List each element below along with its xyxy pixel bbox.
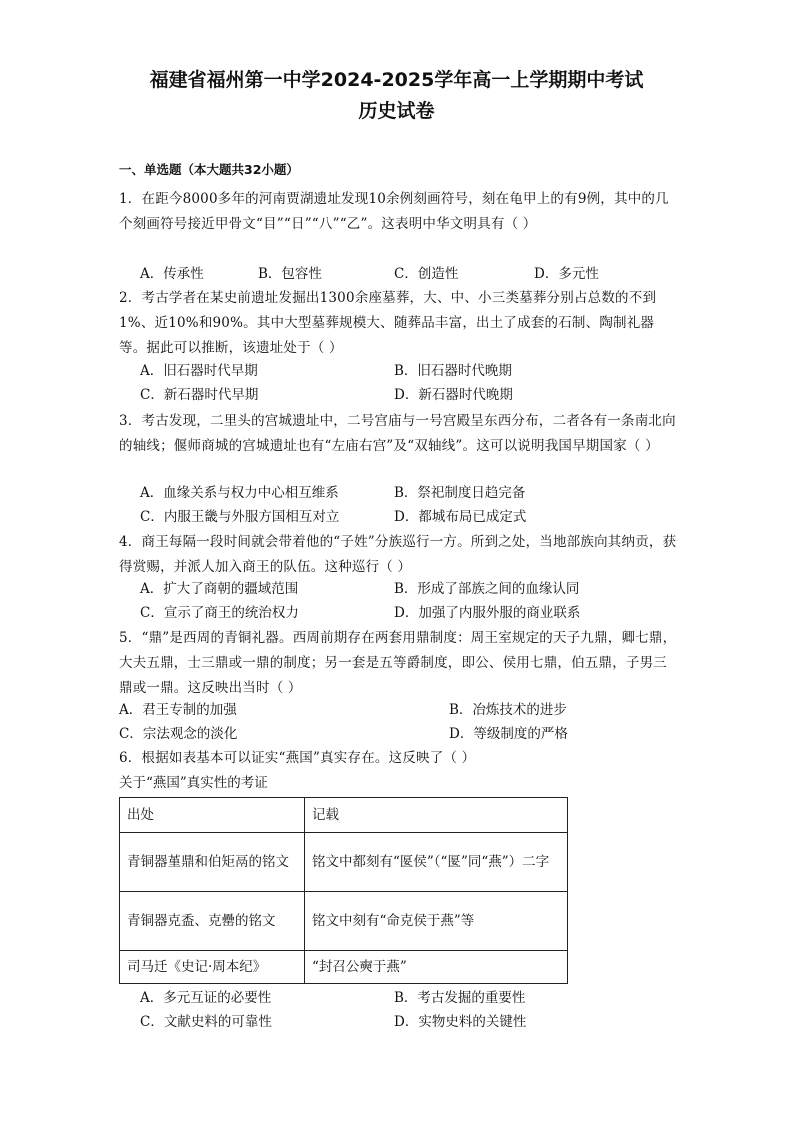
exam-title-line2: 历史试卷 xyxy=(358,100,435,122)
question-5-option-d[interactable]: D．等级制度的严格 xyxy=(449,726,568,742)
question-5-options xyxy=(119,698,599,746)
table-cell-record: “封召公奭于燕” xyxy=(305,951,568,984)
table-cell-record: 铭文中都刻有“匽侯”（“匽”同“燕”）二字 xyxy=(305,833,568,892)
question-6-option-a[interactable]: A．多元互证的必要性 xyxy=(140,990,272,1006)
question-1-option-a[interactable]: A．传承性 xyxy=(140,266,204,282)
question-5-option-c[interactable]: C．宗法观念的淡化 xyxy=(119,726,238,742)
table-row xyxy=(120,892,568,951)
table-header-record: 记载 xyxy=(305,798,568,833)
question-5-option-a[interactable]: A．君王专制的加强 xyxy=(119,702,237,718)
evidence-table xyxy=(119,797,568,984)
question-1-option-c[interactable]: C．创造性 xyxy=(394,266,459,282)
table-cell-source: 司马迁《史记·周本纪》 xyxy=(120,951,305,984)
table-cell-record: 铭文中刻有“命克侯于燕”等 xyxy=(305,892,568,951)
question-3-options xyxy=(140,481,580,529)
table-cell-source: 青铜器克盉、克罍的铭文 xyxy=(120,892,305,951)
question-5-option-b[interactable]: B．冶炼技术的进步 xyxy=(449,702,567,718)
table-cell-source: 青铜器堇鼎和伯矩鬲的铭文 xyxy=(120,833,305,892)
question-3-stem: 3．考古发现，二里头的宫城遗址中，二号宫庙与一号宫殿呈东西分布，二者各有一条南北向的轴线；偃师商城的宫城遗址也有“左庙右宫”及“双轴线”。这可以说明我国早期国家（ ） xyxy=(119,413,676,454)
table-row xyxy=(120,833,568,892)
question-5-stem: 5．“鼎”是西周的青铜礼器。西周前期存在两套用鼎制度：周王室规定的天子九鼎，卿七鼎，大夫五鼎，士三鼎或一鼎的制度；另一套是五等爵制度，即公、侯用七鼎，伯五鼎，子男三鼎或一鼎。这反映出当时（ ） xyxy=(119,630,677,696)
question-2-option-b[interactable]: B．旧石器时代晚期 xyxy=(394,363,512,379)
question-3-option-c[interactable]: C．内服王畿与外服方国相互对立 xyxy=(140,509,340,525)
question-2-option-d[interactable]: D．新石器时代晚期 xyxy=(394,387,513,403)
question-2-options xyxy=(140,359,580,407)
question-2-option-c[interactable]: C．新石器时代早期 xyxy=(140,387,259,403)
table-header-row xyxy=(120,798,568,833)
question-2-stem: 2．考古学者在某史前遗址发掘出1300余座墓葬，大、中、小三类墓葬分别占总数的不到1%、近10%和90%。其中大型墓葬规模大、随葬品丰富，出土了成套的石制、陶制礼器等。据此可以推断，该遗址处于（ ） xyxy=(119,290,657,356)
table-header-source: 出处 xyxy=(120,798,305,833)
question-4-option-b[interactable]: B．形成了部族之间的血缘认同 xyxy=(394,581,580,597)
table-caption: 关于“燕国”真实性的考证 xyxy=(119,775,268,791)
question-6-option-c[interactable]: C．文献史料的可靠性 xyxy=(140,1014,272,1030)
question-2-option-a[interactable]: A．旧石器时代早期 xyxy=(140,363,258,379)
question-3-option-d[interactable]: D．都城布局已成定式 xyxy=(394,509,527,525)
question-1-option-b[interactable]: B．包容性 xyxy=(258,266,322,282)
question-6-option-d[interactable]: D．实物史料的关键性 xyxy=(394,1014,527,1030)
question-4-options xyxy=(140,577,620,625)
question-6-options xyxy=(140,986,620,1034)
exam-title-line1: 福建省福州第一中学2024-2025学年高一上学期期中考试 xyxy=(149,69,644,91)
question-4-option-a[interactable]: A．扩大了商朝的疆域范围 xyxy=(140,581,299,597)
question-1-stem: 1．在距今8000多年的河南贾湖遗址发现10余例刻画符号，刻在龟甲上的有9例，其中的几个刻画符号接近甲骨文“目”“日”“八”“乙”。这表明中华文明具有（ ） xyxy=(119,191,669,232)
question-4-option-d[interactable]: D．加强了内服外服的商业联系 xyxy=(394,605,581,621)
question-3-option-a[interactable]: A．血缘关系与权力中心相互维系 xyxy=(140,485,339,501)
question-1-option-d[interactable]: D．多元性 xyxy=(534,266,599,282)
question-4-stem: 4．商王每隔一段时间就会带着他的“子姓”分族巡行一方。所到之处，当地部族向其纳贡，获得赏赐，并派人加入商王的队伍。这种巡行（ ） xyxy=(119,534,677,575)
section-heading: 一、单选题（本大题共32小题） xyxy=(119,162,299,177)
question-4-option-c[interactable]: C．宣示了商王的统治权力 xyxy=(140,605,299,621)
table-row xyxy=(120,951,568,984)
question-6-stem: 6．根据如表基本可以证实“燕国”真实存在。这反映了（ ） xyxy=(119,750,476,766)
question-6-option-b[interactable]: B．考古发掘的重要性 xyxy=(394,990,526,1006)
question-3-option-b[interactable]: B．祭祀制度日趋完备 xyxy=(394,485,526,501)
